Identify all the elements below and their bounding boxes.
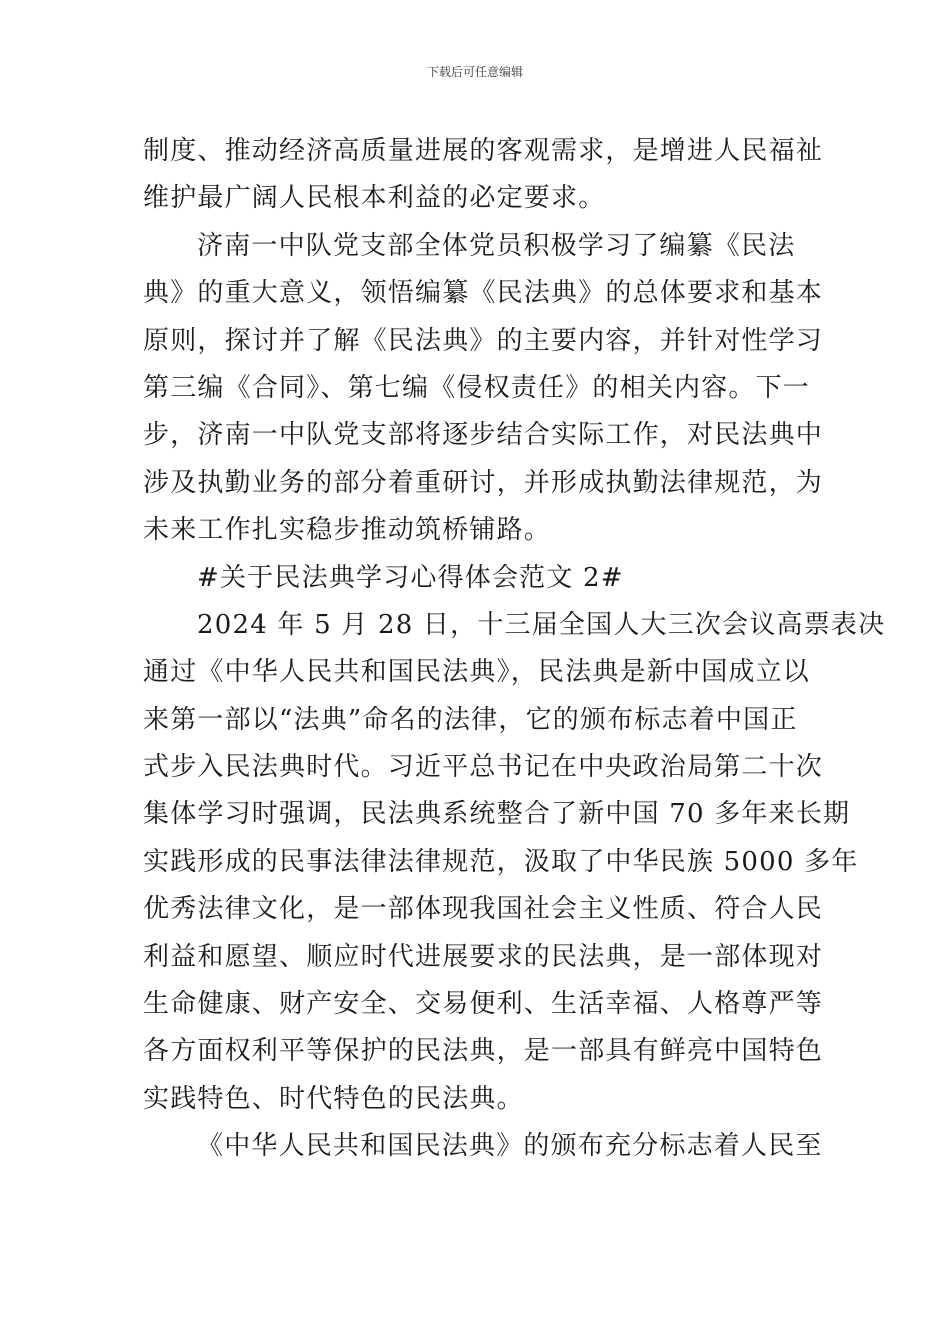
page-header: 下载后可任意编辑 (426, 65, 523, 79)
text-line: 实践特色、时代特色的民法典。 (143, 1083, 524, 1114)
text-line: 通过《中华人民共和国民法典》，民法典是新中国成立以 (143, 657, 811, 688)
text-line: 原则，探讨并了解《民法典》的主要内容，并针对性学习 (143, 325, 824, 356)
section-heading: #关于民法典学习心得体会范文 2# (197, 562, 624, 593)
text-line: 典》的重大意义，领悟编纂《民法典》的总体要求和基本 (143, 278, 824, 309)
text-line: 生命健康、财产安全、交易便利、生活幸福、人格尊严等 (143, 989, 824, 1020)
text-line: 来第一部以“法典”命名的法律，它的颁布标志着中国正 (143, 704, 798, 735)
text-line: 步，济南一中队党支部将逐步结合实际工作，对民法典中 (143, 420, 824, 451)
document-body (143, 128, 886, 1171)
paragraph-first-line: 《中华人民共和国民法典》的颁布充分标志着人民至 (197, 1131, 823, 1162)
text-line: 未来工作扎实稳步推动筑桥铺路。 (143, 515, 552, 546)
text-line: 利益和愿望、顺应时代进展要求的民法典，是一部体现对 (143, 941, 824, 972)
text-line: 各方面权利平等保护的民法典，是一部具有鲜亮中国特色 (143, 1036, 824, 1067)
text-line: 涉及执勤业务的部分着重研讨，并形成执勤法律规范，为 (143, 467, 824, 498)
text-line: 第三编《合同》、第七编《侵权责任》的相关内容。下一 (143, 372, 811, 403)
text-line: 式步入民法典时代。习近平总书记在中央政治局第二十次 (143, 752, 824, 783)
paragraph-first-line: 2024 年 5 月 28 日，十三届全国人大三次会议高票表决 (197, 609, 886, 640)
text-line: 实践形成的民事法律法律规范，汲取了中华民族 5000 多年 (143, 846, 859, 877)
paragraph-first-line: 济南一中队党支部全体党员积极学习了编纂《民法 (197, 230, 796, 261)
text-line: 维护最广阔人民根本利益的必定要求。 (143, 183, 606, 214)
text-line: 优秀法律文化，是一部体现我国社会主义性质、符合人民 (143, 894, 824, 925)
text-line: 制度、推动经济高质量进展的客观需求，是增进人民福祉 (143, 136, 824, 166)
text-line: 集体学习时强调，民法典系统整合了新中国 70 多年来长期 (143, 799, 851, 830)
